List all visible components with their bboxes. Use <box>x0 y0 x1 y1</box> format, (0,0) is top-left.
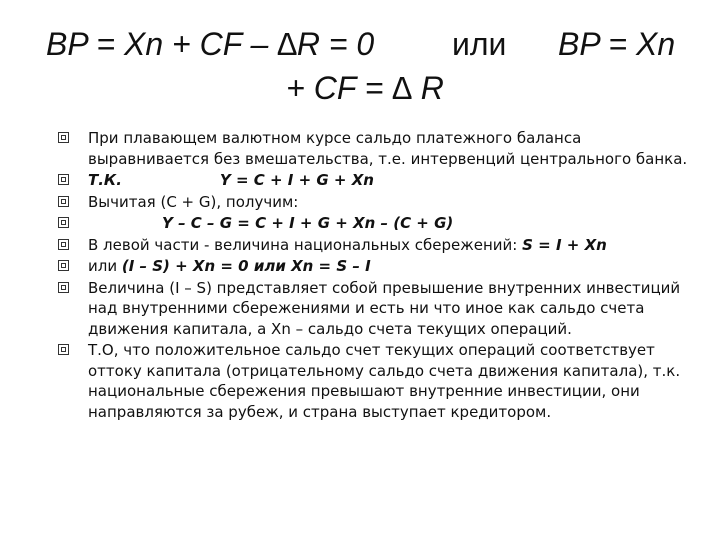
bullet-text: Величина (I – S) представляет собой превышение внутренних инвестиций над внутренними сбережениями и есть ни что иное как сальдо счета движения капитала, а Xn – сальдо счета текущих операций. <box>88 278 681 338</box>
list-item <box>58 170 690 191</box>
list-item <box>58 278 690 340</box>
bullet-text: или <box>88 257 118 275</box>
square-bullet-icon <box>58 239 69 250</box>
title-equation-part-1: BP = Xn + CF – ∆R = 0 <box>46 26 375 62</box>
square-bullet-icon <box>58 344 69 355</box>
square-bullet-icon <box>58 132 69 143</box>
square-bullet-icon <box>58 196 69 207</box>
list-item <box>58 340 690 422</box>
bullet-formula: (I – S) + Xn = 0 или Xn = S – I <box>121 257 371 275</box>
title-equation-part-2: BP = Xn <box>558 26 676 62</box>
bullet-text: В левой части - величина национальных сбережений: <box>88 235 518 254</box>
square-bullet-icon <box>58 217 69 228</box>
title-connector: или <box>452 26 507 62</box>
title-equation-part-3: + CF = ∆ R <box>286 70 444 106</box>
bullet-lead: Т.К. <box>88 171 122 189</box>
square-bullet-icon <box>58 174 69 185</box>
square-bullet-icon <box>58 260 69 271</box>
title-line-1 <box>28 22 692 66</box>
bullet-text: Вычитая (C + G), получим: <box>88 192 299 211</box>
list-item <box>58 235 690 256</box>
bullet-text: Т.О, что положительное сальдо счет текущих операций соответствует оттоку капитала (отрицательному сальдо счета движения капитала), т.к. национальные сбережения превышают внутренние инвестиции, они направляются за рубеж, и страна выступает кредитором. <box>88 341 681 421</box>
bullet-formula: Y = C + I + G + Xn <box>219 171 374 189</box>
bullet-text: При плавающем валютном курсе сальдо платежного баланса выравнивается без вмешательства, т.е. интервенций центрального банка. <box>88 129 688 168</box>
bullet-formula: S = I + Xn <box>522 235 607 254</box>
list-item <box>58 128 690 169</box>
list-item <box>58 192 690 213</box>
title-line-2 <box>28 66 692 110</box>
list-item <box>58 256 690 277</box>
list-item <box>58 213 690 234</box>
slide-title <box>28 22 692 110</box>
bullet-formula: Y – C – G = C + I + G + Xn – (C + G) <box>162 214 454 232</box>
bullet-list <box>58 128 690 423</box>
square-bullet-icon <box>58 282 69 293</box>
